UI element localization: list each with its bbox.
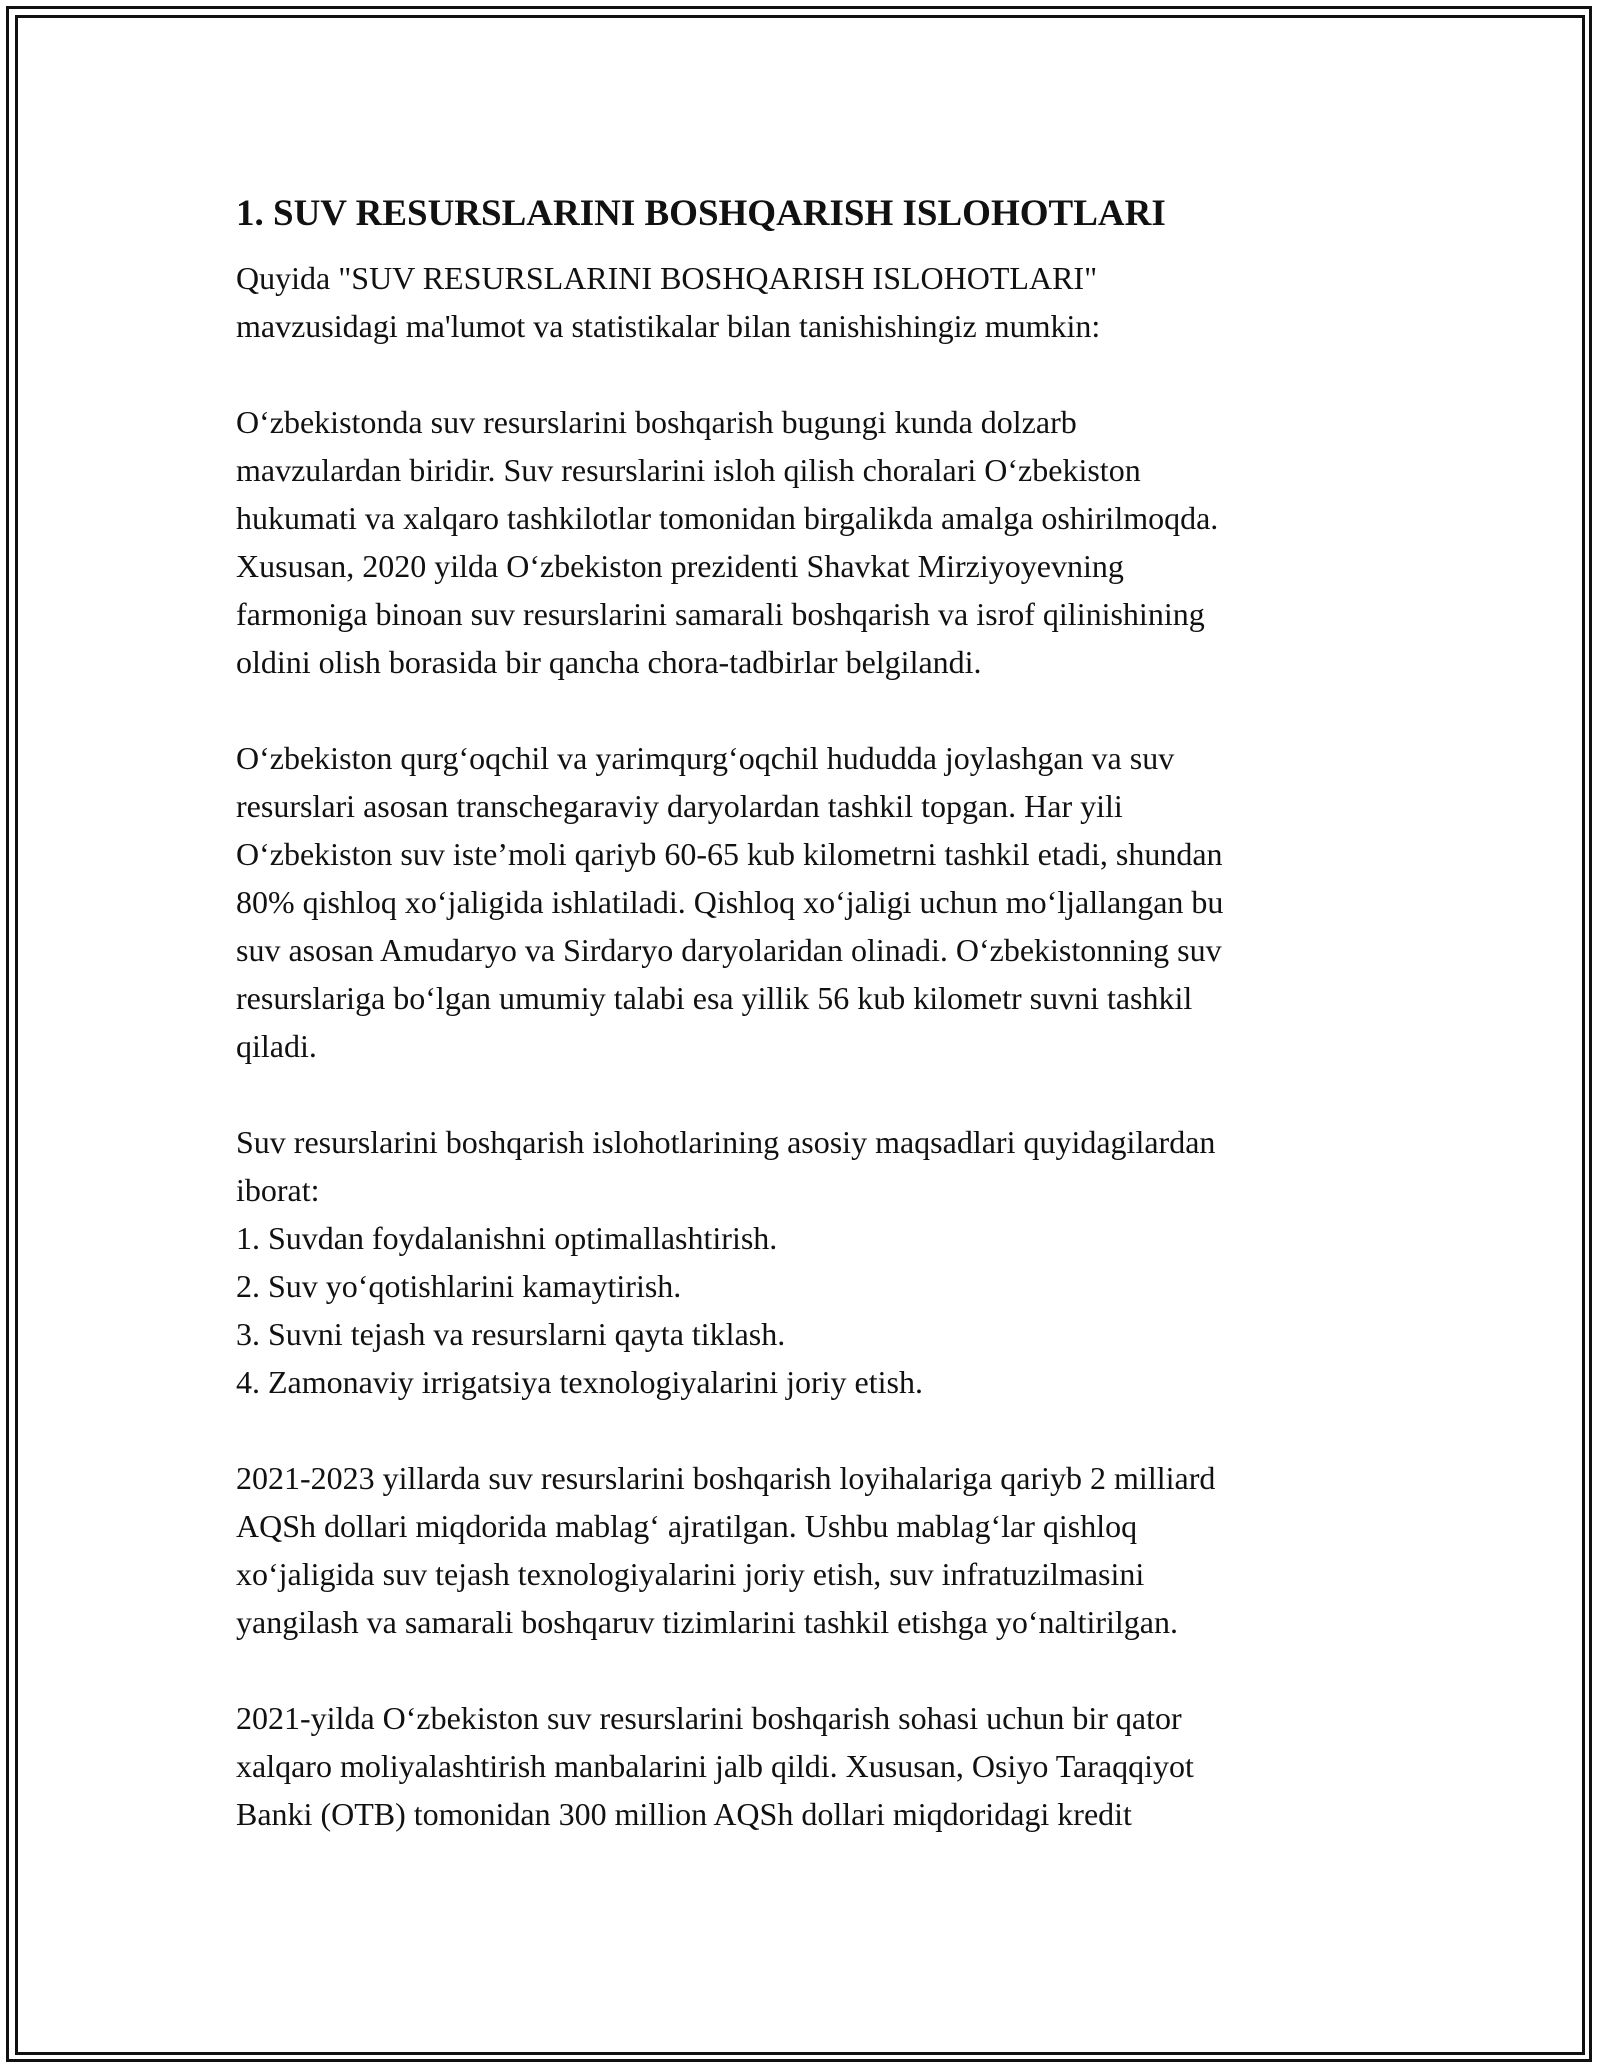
paragraph-funding xyxy=(236,1454,1386,1646)
text-line: oldini olish borasida bir qancha chora-tadbirlar belgilandi. xyxy=(236,644,982,680)
text-line: Suv resurslarini boshqarish islohotlarining asosiy maqsadlari quyidagilardan xyxy=(236,1124,1216,1160)
text-line: Banki (OTB) tomonidan 300 million AQSh dollari miqdoridagi kredit xyxy=(236,1796,1132,1832)
text-line: O‘zbekiston qurg‘oqchil va yarimqurg‘oqchil hududda joylashgan va suv xyxy=(236,740,1175,776)
list-item: 1. Suvdan foydalanishni optimallashtirish. xyxy=(236,1220,778,1256)
text-line: mavzusidagi ma'lumot va statistikalar bilan tanishishingiz mumkin: xyxy=(236,308,1101,344)
text-line: farmoniga binoan suv resurslarini samarali boshqarish va isrof qilinishining xyxy=(236,596,1205,632)
list-item: 2. Suv yo‘qotishlarini kamaytirish. xyxy=(236,1268,682,1304)
text-line: 2021-yilda O‘zbekiston suv resurslarini boshqarish sohasi uchun bir qator xyxy=(236,1700,1182,1736)
text-line: iborat: xyxy=(236,1172,320,1208)
text-line: O‘zbekistonda suv resurslarini boshqarish bugungi kunda dolzarb xyxy=(236,404,1077,440)
paragraph-reform-context xyxy=(236,398,1386,686)
list-item: 3. Suvni tejash va resurslarni qayta tiklash. xyxy=(236,1316,786,1352)
text-line: resurslari asosan transchegaraviy daryolardan tashkil topgan. Har yili xyxy=(236,788,1123,824)
text-line: yangilash va samarali boshqaruv tizimlarini tashkil etishga yo‘naltirilgan. xyxy=(236,1604,1178,1640)
text-line: suv asosan Amudaryo va Sirdaryo daryolaridan olinadi. O‘zbekistonning suv xyxy=(236,932,1222,968)
text-line: 80% qishloq xo‘jaligida ishlatiladi. Qishloq xo‘jaligi uchun mo‘ljallangan bu xyxy=(236,884,1224,920)
text-line: xo‘jaligida suv tejash texnologiyalarini joriy etish, suv infratuzilmasini xyxy=(236,1556,1145,1592)
intro-paragraph xyxy=(236,254,1386,350)
list-item: 4. Zamonaviy irrigatsiya texnologiyalarini joriy etish. xyxy=(236,1364,923,1400)
text-line: resurslariga bo‘lgan umumiy talabi esa yillik 56 kub kilometr suvni tashkil xyxy=(236,980,1193,1016)
text-line: hukumati va xalqaro tashkilotlar tomonidan birgalikda amalga oshirilmoqda. xyxy=(236,500,1219,536)
document-title: 1. SUV RESURSLARINI BOSHQARISH ISLOHOTLARI xyxy=(236,193,1166,234)
text-line: Quyida "SUV RESURSLARINI BOSHQARISH ISLOHOTLARI" xyxy=(236,260,1098,296)
document-body xyxy=(236,186,1386,1886)
text-line: O‘zbekiston suv iste’moli qariyb 60-65 kub kilometrni tashkil etadi, shundan xyxy=(236,836,1223,872)
text-line: Xususan, 2020 yilda O‘zbekiston prezidenti Shavkat Mirziyoyevning xyxy=(236,548,1124,584)
text-line: 2021-2023 yillarda suv resurslarini boshqarish loyihalariga qariyb 2 milliard xyxy=(236,1460,1216,1496)
text-line: AQSh dollari miqdorida mablag‘ ajratilgan. Ushbu mablag‘lar qishloq xyxy=(236,1508,1138,1544)
text-line: qiladi. xyxy=(236,1028,317,1064)
paragraph-international-finance xyxy=(236,1694,1386,1838)
paragraph-water-usage xyxy=(236,734,1386,1070)
paragraph-goals-list xyxy=(236,1118,1386,1406)
text-line: mavzulardan biridir. Suv resurslarini isloh qilish choralari O‘zbekiston xyxy=(236,452,1141,488)
text-line: xalqaro moliyalashtirish manbalarini jalb qildi. Xususan, Osiyo Taraqqiyot xyxy=(236,1748,1194,1784)
